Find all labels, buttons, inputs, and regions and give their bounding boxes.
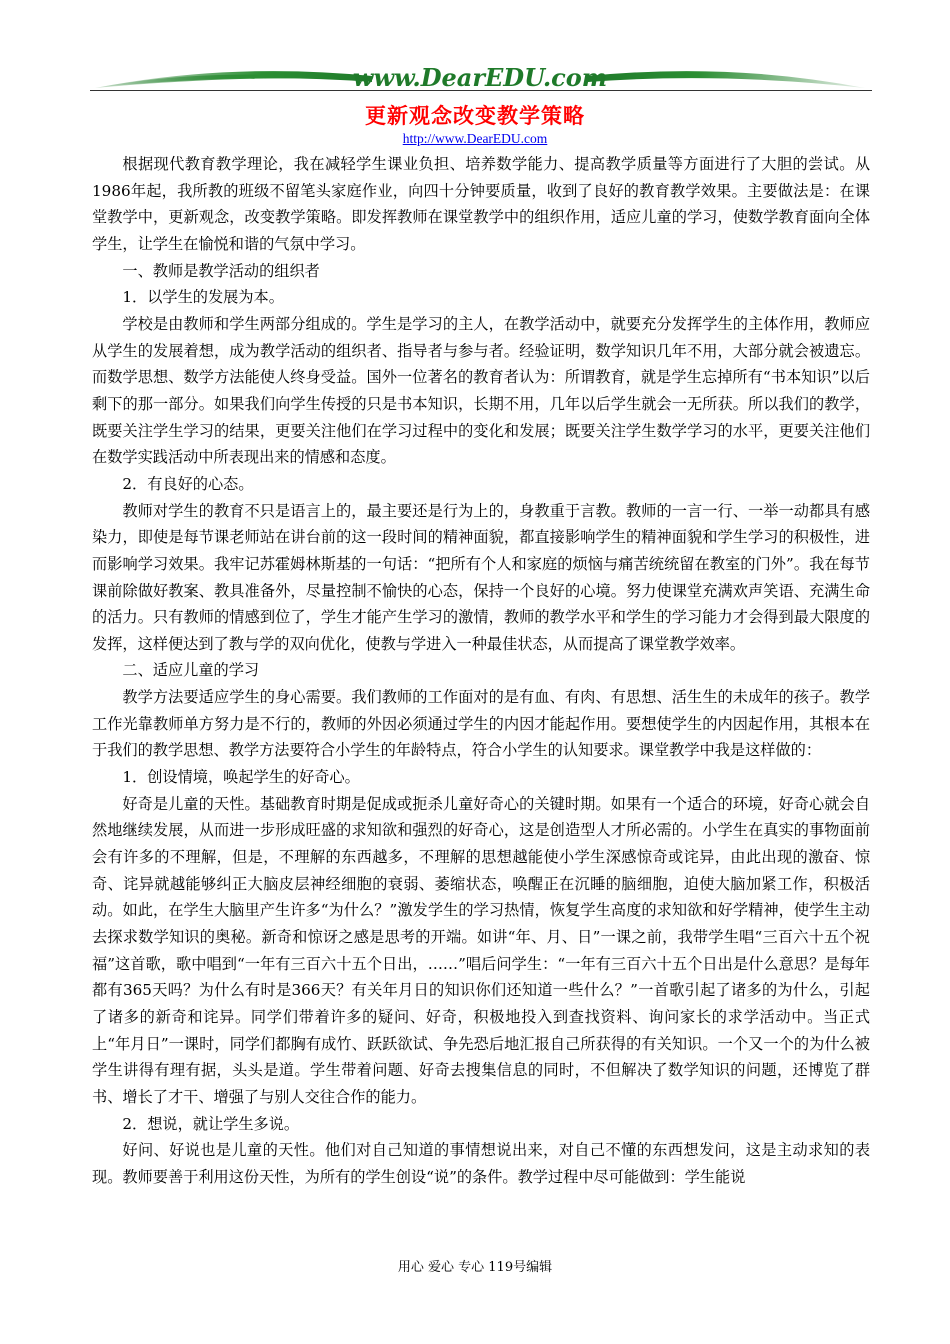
page-footer: 用心 爱心 专心 119号编辑	[397, 1260, 553, 1275]
page-title: 更新观念改变教学策略	[365, 104, 585, 128]
subheading-2-1: 1．创设情境，唤起学生的好奇心。	[122, 768, 360, 787]
source-link[interactable]: http://www.DearEDU.com	[402, 131, 548, 146]
subheading-2-2: 2．想说，就让学生多说。	[122, 1114, 300, 1133]
right-swoosh	[588, 71, 865, 88]
header-divider	[90, 90, 872, 91]
section-heading-1: 一、教师是教学活动的组织者	[122, 261, 320, 280]
section-heading-2: 二、适应儿童的学习	[122, 661, 260, 680]
paragraph: 教学方法要适应学生的身心需要。我们教师的工作面对的是有血、有肉、有思想、活生生的未成年的孩子。教学工作光靠教师单方努力是不行的，教师的外因必须通过学生的内因才能起作用。要想使学生的内因起作用，其根本在于我们的教学思想、教学方法要符合小学生的年龄特点，符合小学生的认知要求。课堂教学中我是这样做的：	[92, 688, 870, 760]
banner-swoosh-logo	[90, 60, 870, 98]
subheading-1-2: 2．有良好的心态。	[122, 474, 254, 493]
article-body	[92, 151, 870, 1191]
paragraph: 好奇是儿童的天性。基础教育时期是促成或扼杀儿童好奇心的关键时期。如果有一个适合的环境，好奇心就会自然地继续发展，从而进一步形成旺盛的求知欲和强烈的好奇心，这是创造型人才所必需的。小学生在真实的事物面前会有许多的不理解，但是，不理解的东西越多，不理解的思想越能使小学生深感惊奇或诧异，由此出现的激奋、惊奇、诧异就越能够纠正大脑皮层神经细胞的衰弱、萎缩状态，唤醒正在沉睡的脑细胞，迫使大脑加紧工作，积极活动。如此，在学生大脑里产生许多“为什么？”激发学生的学习热情，恢复学生高度的求知欲和好学精神，使学生主动去探求数学知识的奥秘。新奇和惊讶之感是思考的开端。如讲“年、月、日”一课之前，我带学生唱“三百六十五个祝福”这首歌，歌中唱到“一年有三百六十五个日出，……”唱后问学生：“一年有三百六十五个日出是什么意思？是每年都有365天吗？为什么有时是366天？有关年月日的知识你们还知道一些什么？”一首歌引起了诸多的为什么，引起了诸多的新奇和诧异。同学们带着许多的疑问、好奇，积极地投入到查找资料、询问家长的求学活动中。当正式上“年月日”一课时，同学们都胸有成竹、跃跃欲试、争先恐后地汇报自己所获得的有关知识。一个又一个的为什么被学生讲得有理有据，头头是道。学生带着问题、好奇去搜集信息的同时，不但解决了数学知识的问题，还博览了群书、增长了才干、增强了与别人交往合作的能力。	[92, 794, 870, 1106]
paragraph: 学校是由教师和学生两部分组成的。学生是学习的主人，在教学活动中，就要充分发挥学生的主体作用，教师应从学生的发展着想，成为教学活动的组织者、指导者与参与者。经验证明，数学知识几年不用，大部分就会被遗忘。而数学思想、数学方法能使人终身受益。国外一位著名的教育者认为：所谓教育，就是学生忘掉所有“书本知识”以后剩下的那一部分。如果我们向学生传授的只是书本知识，长期不用，几年以后学生就会一无所获。所以我们的教学，既要关注学生学习的结果，更要关注他们在学习过程中的变化和发展；既要关注学生数学学习的水平，更要关注他们在数学实践活动中所表现出来的情感和态度。	[92, 314, 870, 467]
paragraph: 好问、好说也是儿童的天性。他们对自己知道的事情想说出来，对自己不懂的东西想发问，这是主动求知的表现。教师要善于利用这份天性，为所有的学生创设“说”的条件。教学过程中尽可能做到：学生能说	[92, 1141, 870, 1186]
site-banner	[90, 60, 870, 98]
paragraph: 教师对学生的教育不只是语言上的，最主要还是行为上的，身教重于言教。教师的一言一行、一举一动都具有感染力，即使是每节课老师站在讲台前的这一段时间的精神面貌，都直接影响学生的精神面貌和学生学习的积极性，进而影响学习效果。我牢记苏霍姆林斯基的一句话：“把所有个人和家庭的烦恼与痛苦统统留在教室的门外”。我在每节课前除做好教案、教具准备外，尽量控制不愉快的心态，保持一个良好的心境。努力使课堂充满欢声笑语、充满生命的活力。只有教师的情感到位了，学生才能产生学习的激情，教师的教学水平和学生的学习能力才会得到最大限度的发挥，这样便达到了教与学的双向优化，使教与学进入一种最佳状态，从而提高了课堂教学效率。	[92, 501, 870, 653]
brand-logo-text: www.DearEDU.com	[352, 63, 608, 92]
subheading-1-1: 1．以学生的发展为本。	[122, 288, 284, 307]
paragraph-intro: 根据现代教育教学理论，我在减轻学生课业负担、培养数学能力、提高教学质量等方面进行了大胆的尝试。从1986年起，我所教的班级不留笔头家庭作业，向四十分钟要质量，收到了良好的教育教学效果。主要做法是：在课堂教学中，更新观念，改变教学策略。即发挥教师在课堂教学中的组织作用，适应儿童的学习，使数学教育面向全体学生，让学生在愉悦和谐的气氛中学习。	[92, 155, 870, 253]
